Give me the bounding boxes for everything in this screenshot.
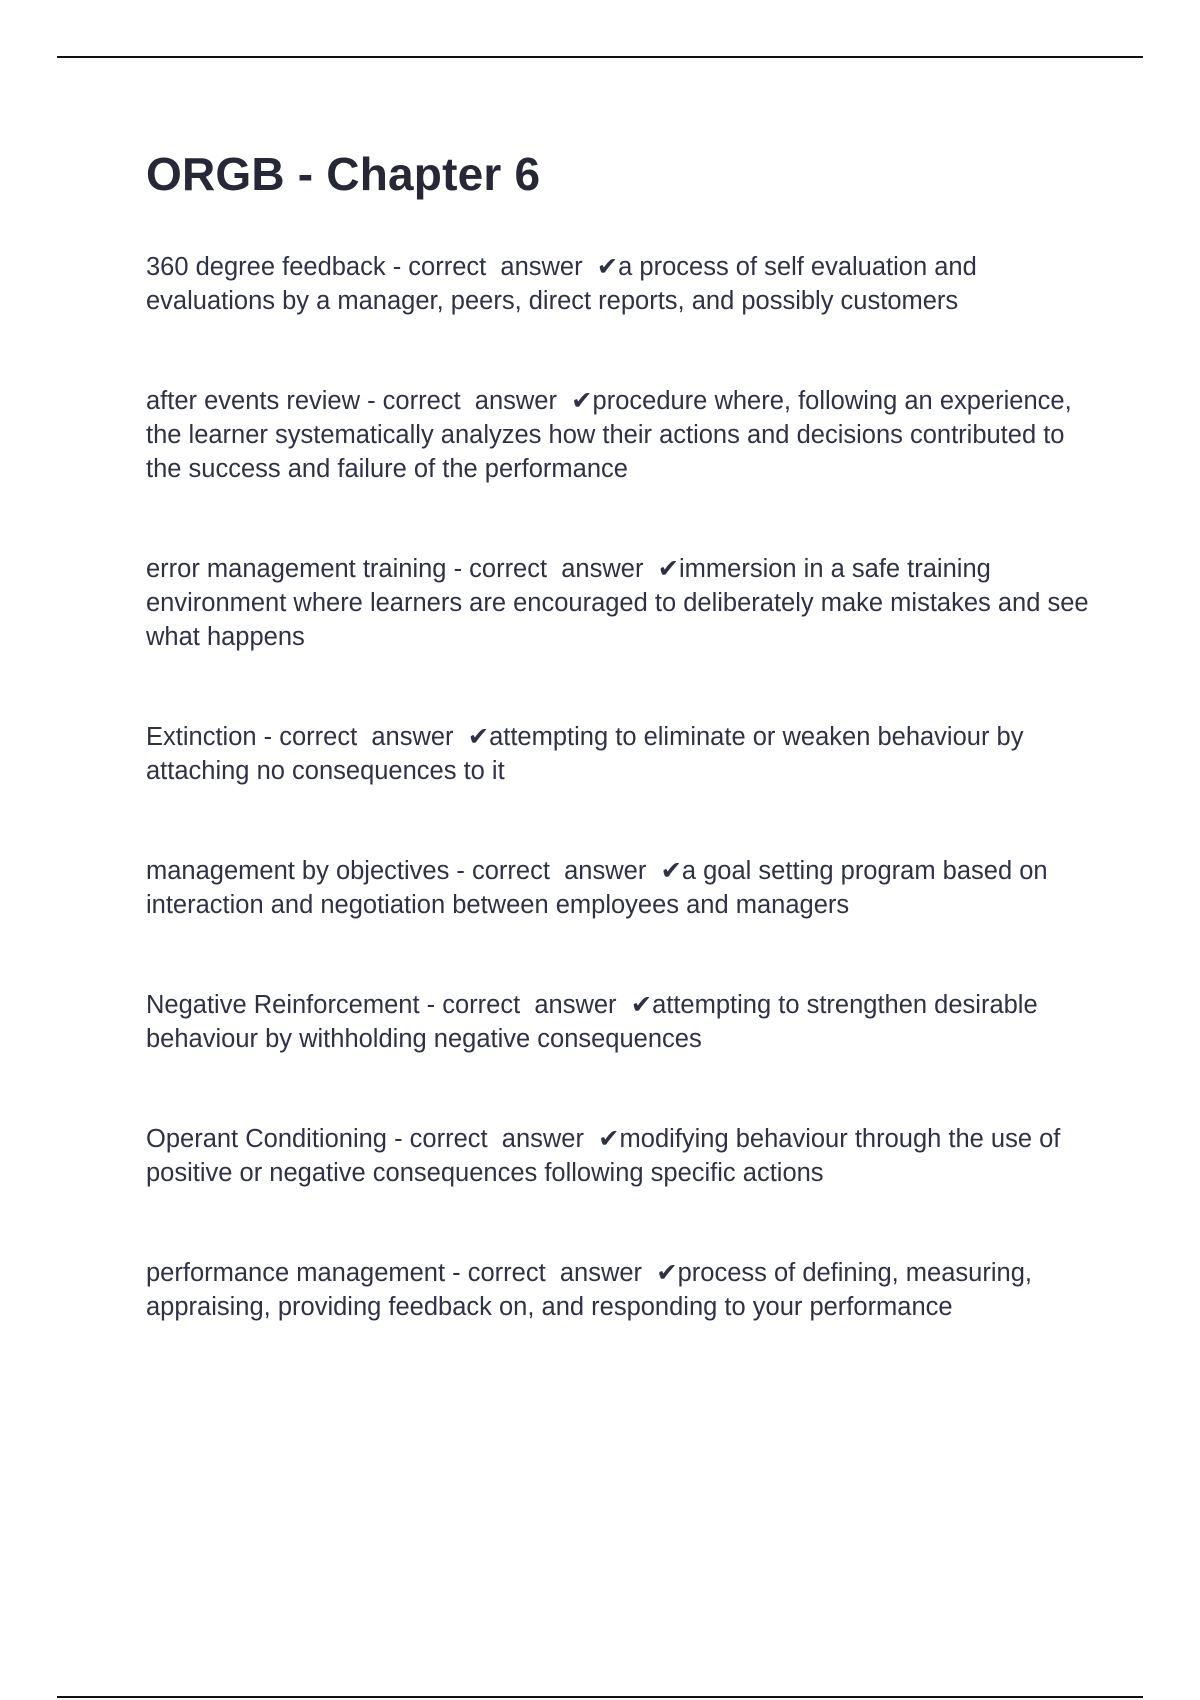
list-item <box>146 1122 1096 1190</box>
entry-separator: - correct answer <box>446 555 658 583</box>
checkmark-icon: ✔ <box>596 253 619 281</box>
entry-separator: - correct answer <box>449 857 661 885</box>
entry-term: Extinction <box>146 723 257 751</box>
list-item <box>146 1256 1096 1324</box>
entry-definition: modifying behaviour through the use of positive or negative consequences following specific actions <box>146 1125 1061 1187</box>
entry-term: management by objectives <box>146 857 450 885</box>
list-item <box>146 720 1096 788</box>
entry-definition: attempting to strengthen desirable behaviour by withholding negative consequences <box>146 991 1038 1053</box>
document-body <box>146 148 1096 1390</box>
list-item <box>146 988 1096 1056</box>
entry-definition: immersion in a safe training environment where learners are encouraged to deliberately make mistakes and see what happens <box>146 555 1089 651</box>
checkmark-icon: ✔ <box>571 387 593 415</box>
entry-separator: - correct answer <box>360 387 572 415</box>
top-divider <box>57 56 1143 58</box>
entry-definition: a goal setting program based on interaction and negotiation between employees and managers <box>146 857 1048 919</box>
bottom-divider <box>57 1696 1143 1698</box>
entry-definition: process of defining, measuring, appraising, providing feedback on, and responding to your performance <box>146 1259 1032 1321</box>
entry-definition: attempting to eliminate or weaken behaviour by attaching no consequences to it <box>146 723 1024 785</box>
entry-term: Operant Conditioning <box>146 1125 387 1153</box>
entry-definition: procedure where, following an experience, the learner systematically analyzes how their actions and decisions contributed to the success and failure of the performance <box>146 387 1072 483</box>
entry-separator: - correct answer <box>385 253 597 281</box>
entry-list <box>146 250 1096 1324</box>
list-item <box>146 854 1096 922</box>
page-title: ORGB - Chapter 6 <box>146 148 541 200</box>
entry-separator: - correct answer <box>387 1125 599 1153</box>
entry-separator: - correct answer <box>256 723 468 751</box>
list-item <box>146 552 1096 654</box>
checkmark-icon: ✔ <box>630 991 653 1019</box>
entry-term: Negative Reinforcement <box>146 991 420 1019</box>
entry-term: 360 degree feedback <box>146 253 386 281</box>
entry-definition: a process of self evaluation and evaluations by a manager, peers, direct reports, and possibly customers <box>146 253 977 315</box>
checkmark-icon: ✔ <box>657 555 679 583</box>
entry-term: performance management <box>146 1259 446 1287</box>
entry-separator: - correct answer <box>445 1259 657 1287</box>
checkmark-icon: ✔ <box>467 723 490 751</box>
list-item <box>146 384 1096 486</box>
checkmark-icon: ✔ <box>660 857 682 885</box>
list-item <box>146 250 1096 318</box>
checkmark-icon: ✔ <box>656 1259 678 1287</box>
entry-separator: - correct answer <box>419 991 631 1019</box>
checkmark-icon: ✔ <box>598 1125 620 1153</box>
entry-term: error management training <box>146 555 447 583</box>
entry-term: after events review <box>146 387 361 415</box>
